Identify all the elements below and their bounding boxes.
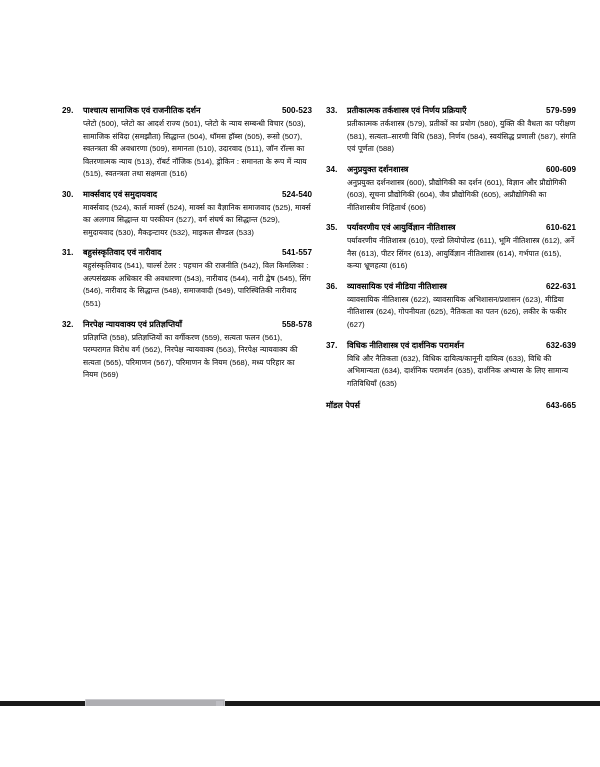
toc-entry-title: प्रतीकात्मक तर्कशास्त्र एवं निर्णय प्रक्रियाएँ: [347, 106, 467, 115]
toc-entry-head: [326, 221, 576, 234]
toc-entry-pages: 579-599: [545, 106, 576, 115]
toc-entry-pages: 622-631: [545, 281, 576, 291]
toc-entry-pages: 643-665: [545, 401, 576, 411]
toc-entry-title: बहुसंस्कृतिवाद एवं नारीवाद: [83, 248, 162, 258]
viewport-below-page: [0, 706, 600, 767]
toc-entry-detail: विधि और नैतिकता (632), विधिक दायित्व/कानूनी दायित्व (633), विधि की अभिमान्यता (634), दार्शनिक परामर्शन (635), दार्शनिक अभ्यास के लिए सामान्य गतिविधियाँ (635): [347, 353, 569, 388]
toc-entry[interactable]: [326, 221, 576, 273]
toc-entry-detail: पर्यावरणीय नीतिशास्त्र (610), एल्डो लियोपोल्ड (611), भूमि नीतिशास्त्र (612), अर्ने नैस (613), पीटर सिंगर (613), आयुर्विज्ञान नीतिशास्त्र (614), गर्भपात (615), कन्या भ्रूणहत्या (616): [347, 236, 575, 271]
toc-entry-detail: प्रतीकात्मक तर्कशास्त्र (579), प्रतीकों का प्रयोग (580), युक्ति की वैधता का परीक्षण (581), सत्यता–सारणी विधि (583), निर्णय (584), स्वयंसिद्ध प्रणाली (587), संगति एवं पूर्णता (588): [347, 119, 576, 154]
toc-entry-head: [326, 104, 576, 117]
toc-entry-number: 34.: [326, 164, 338, 174]
toc-entry[interactable]: [62, 104, 312, 181]
toc-entry[interactable]: [326, 280, 576, 332]
toc-entry-head: [62, 318, 312, 331]
toc-entry-detail: बहुसंस्कृतिवाद (541), चार्ल्स टेलर : पहचान की राजनीति (542), विल किमलिका : अल्पसंख्यक अधिकार की अवधारणा (543), नारीवाद (544), नारी द्वेष (545), सिंग (546), नारीवाद के सिद्धान्त (548), समाजवादी (549), पारिस्थितिकी नारीवाद (551): [83, 261, 311, 309]
toc-entry-number: 36.: [326, 281, 338, 291]
toc-entry-head: [326, 163, 576, 176]
table-of-contents: [62, 104, 576, 419]
toc-entry-detail: अनुप्रयुक्त दर्शनशास्त्र (600), प्रौद्योगिकी का दर्शन (601), विज्ञान और प्रौद्योगिकी (603), सूचना प्रौद्योगिकी (604), जैव प्रौद्योगिकी (605), अप्रौद्योगिकी का नीतिशास्त्रीय निहितार्थ (606): [347, 177, 567, 212]
toc-entry-detail: व्यावसायिक नीतिशास्त्र (622), व्यावसायिक अभिशासन/प्रशासन (623), मीडिया नीतिशास्त्र (624), गोपनीयता (625), नैतिकता का पतन (626), लकीर के फकीर (627): [347, 294, 567, 330]
toc-entry-detail: प्लेटो (500), प्लेटो का आदर्श राज्य (501), प्लेटो के न्याय सम्बन्धी विचार (503), सामाजिक संविदा (समझौता) सिद्धान्त (504), थॉमस हॉब्स (505), रूसो (507), स्वतन्त्रता की अवधारणा (509), समानता (510), उदारवाद (511), जॉन रॉल्स का वितरणात्मक न्याय (513), रॉबर्ट नॉजिक (514), ड्रोकिन : समानता के रूप में न्याय (515), स्वतन्त्रता तथा सक्षमता (516): [83, 119, 307, 179]
toc-entry-title: अनुप्रयुक्त दर्शनशास्त्र: [347, 164, 409, 174]
toc-entry-head: [326, 339, 576, 352]
toc-entry[interactable]: [62, 318, 312, 382]
toc-entry-detail: मार्क्सवाद (524), कार्ल मार्क्स (524), मार्क्स का वैज्ञानिक समाजवाद (525), मार्क्स का अलगाव सिद्धान्त या परकीयन (527), वर्ग संघर्ष का सिद्धान्त (529), समुदायवाद (530), मैकइन्टायर (532), माइकल सैण्डल (533): [83, 202, 311, 237]
toc-entry[interactable]: [326, 163, 576, 215]
toc-entry-pages: 524-540: [281, 189, 312, 199]
toc-entry-head: [62, 188, 312, 201]
toc-entry-head: [62, 104, 312, 117]
toc-entry[interactable]: [326, 339, 576, 391]
toc-entry-number: 37.: [326, 340, 338, 350]
toc-entry-pages: 541-557: [281, 248, 312, 258]
toc-entry-pages: 500-523: [281, 106, 312, 115]
toc-entry-title: विधिक नीतिशास्त्र एवं दार्शनिक परामर्शन: [347, 340, 465, 350]
toc-entry-head: [326, 399, 576, 412]
toc-entry-number: 29.: [62, 106, 74, 115]
toc-entry-title: पर्यावरणीय एवं आयुर्विज्ञान नीतिशास्त्र: [347, 223, 456, 233]
toc-entry-detail: प्रतिज्ञप्ति (558), प्रतिज्ञप्तियों का वर्गीकरण (559), सत्यता फलन (561), परम्परागत विरोध वर्ग (562), निरपेक्ष न्यायवाक्य (563), निरपेक्ष न्यायवाक्य की सत्यता (565), परिमाणन (567), परिमाणन के नियम (568), मध्य परिहार का नियम (569): [83, 332, 298, 380]
toc-entry[interactable]: [62, 246, 312, 310]
index-column-right: [326, 104, 576, 419]
toc-entry-title: मॉडल पेपर्स: [326, 401, 361, 411]
toc-entry-pages: 600-609: [545, 164, 576, 174]
toc-entry-pages: 632-639: [545, 340, 576, 350]
toc-entry-title: निरपेक्ष न्यायवाक्य एवं प्रतिज्ञप्तियाँ: [83, 319, 183, 329]
toc-entry-number: 30.: [62, 189, 74, 199]
toc-entry-number: 33.: [326, 106, 338, 115]
toc-entry[interactable]: [326, 104, 576, 156]
toc-entry-head: [62, 246, 312, 259]
toc-entry-number: 35.: [326, 223, 338, 233]
toc-entry-title: मार्क्सवाद एवं समुदायवाद: [83, 189, 158, 199]
toc-entry[interactable]: [62, 188, 312, 240]
toc-entry-pages: 610-621: [545, 223, 576, 233]
toc-entry-head: [326, 280, 576, 293]
index-column-left: [62, 104, 312, 419]
toc-entry-pages: 558-578: [281, 319, 312, 329]
toc-entry-title: व्यावसायिक एवं मीडिया नीतिशास्त्र: [347, 281, 447, 291]
toc-entry-number: 32.: [62, 319, 74, 329]
toc-entry-model-papers[interactable]: [326, 399, 576, 412]
toc-entry-number: 31.: [62, 248, 74, 258]
toc-entry-title: पाश्चात्य सामाजिक एवं राजनीतिक दर्शन: [83, 106, 201, 115]
